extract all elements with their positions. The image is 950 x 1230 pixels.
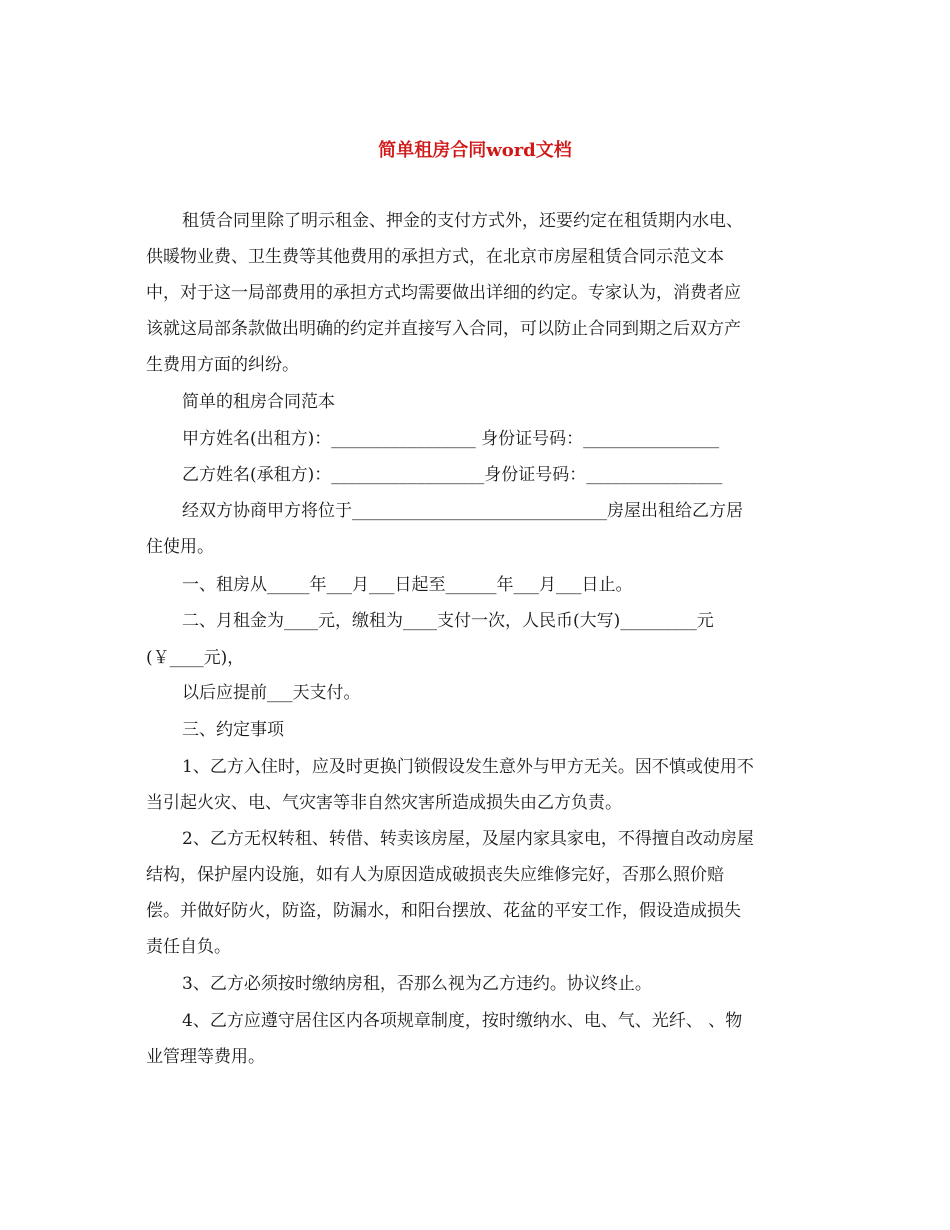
party-a-line: 甲方姓名(出租方)：_________________ 身份证号码：________________ <box>182 429 720 449</box>
party-b-line: 乙方姓名(承租方)：__________________身份证号码：________________ <box>182 465 723 485</box>
paragraph-line: 中，对于这一局部费用的承担方式均需要做出详细的约定。专家认为，消费者应 <box>146 283 741 303</box>
clause-line: (￥____元)， <box>146 648 245 668</box>
section-heading: 简单的租房合同范本 <box>182 392 335 412</box>
paragraph-line: 租赁合同里除了明示租金、押金的支付方式外，还要约定在租赁期内水电、 <box>182 211 743 231</box>
paragraph-line: 生费用方面的纠纷。 <box>146 355 299 375</box>
paragraph-line: 经双方协商甲方将位于______________________________房屋出租给乙方居 <box>182 501 743 521</box>
clause-line: 二、月租金为____元，缴租为____支付一次，人民币(大写)_________元 <box>182 611 714 631</box>
clause-line: 1、乙方入住时，应及时更换门锁假设发生意外与甲方无关。因不慎或使用不 <box>182 757 754 777</box>
clause-line: 3、乙方必须按时缴纳房租，否那么视为乙方违约。协议终止。 <box>182 974 652 994</box>
paragraph-line: 住使用。 <box>146 537 214 557</box>
clause-line: 责任自负。 <box>146 937 231 957</box>
clause-line: 结构，保护屋内设施，如有人为原因造成破损丧失应维修完好，否那么照价赔 <box>146 865 724 885</box>
clause-line: 当引起火灾、电、气灾害等非自然灾害所造成损失由乙方负责。 <box>146 793 622 813</box>
clause-line: 4、乙方应遵守居住区内各项规章制度，按时缴纳水、电、气、光纤、 、物 <box>182 1011 743 1031</box>
clause-line: 一、租房从_____年___月___日起至______年___月___日止。 <box>182 575 633 595</box>
paragraph-line: 该就这局部条款做出明确的约定并直接写入合同，可以防止合同到期之后双方产 <box>146 319 741 339</box>
paragraph-line: 供暖物业费、卫生费等其他费用的承担方式，在北京市房屋租赁合同示范文本 <box>146 247 724 267</box>
clause-line: 偿。并做好防火，防盗，防漏水，和阳台摆放、花盆的平安工作，假设造成损失 <box>146 901 741 921</box>
clause-line: 2、乙方无权转租、转借、转卖该房屋，及屋内家具家电，不得擅自改动房屋 <box>182 829 754 849</box>
document-title: 简单租房合同word文档 <box>378 140 572 161</box>
clause-line: 以后应提前___天支付。 <box>182 683 361 703</box>
clause-line: 业管理等费用。 <box>146 1047 265 1067</box>
section-heading: 三、约定事项 <box>182 720 284 740</box>
